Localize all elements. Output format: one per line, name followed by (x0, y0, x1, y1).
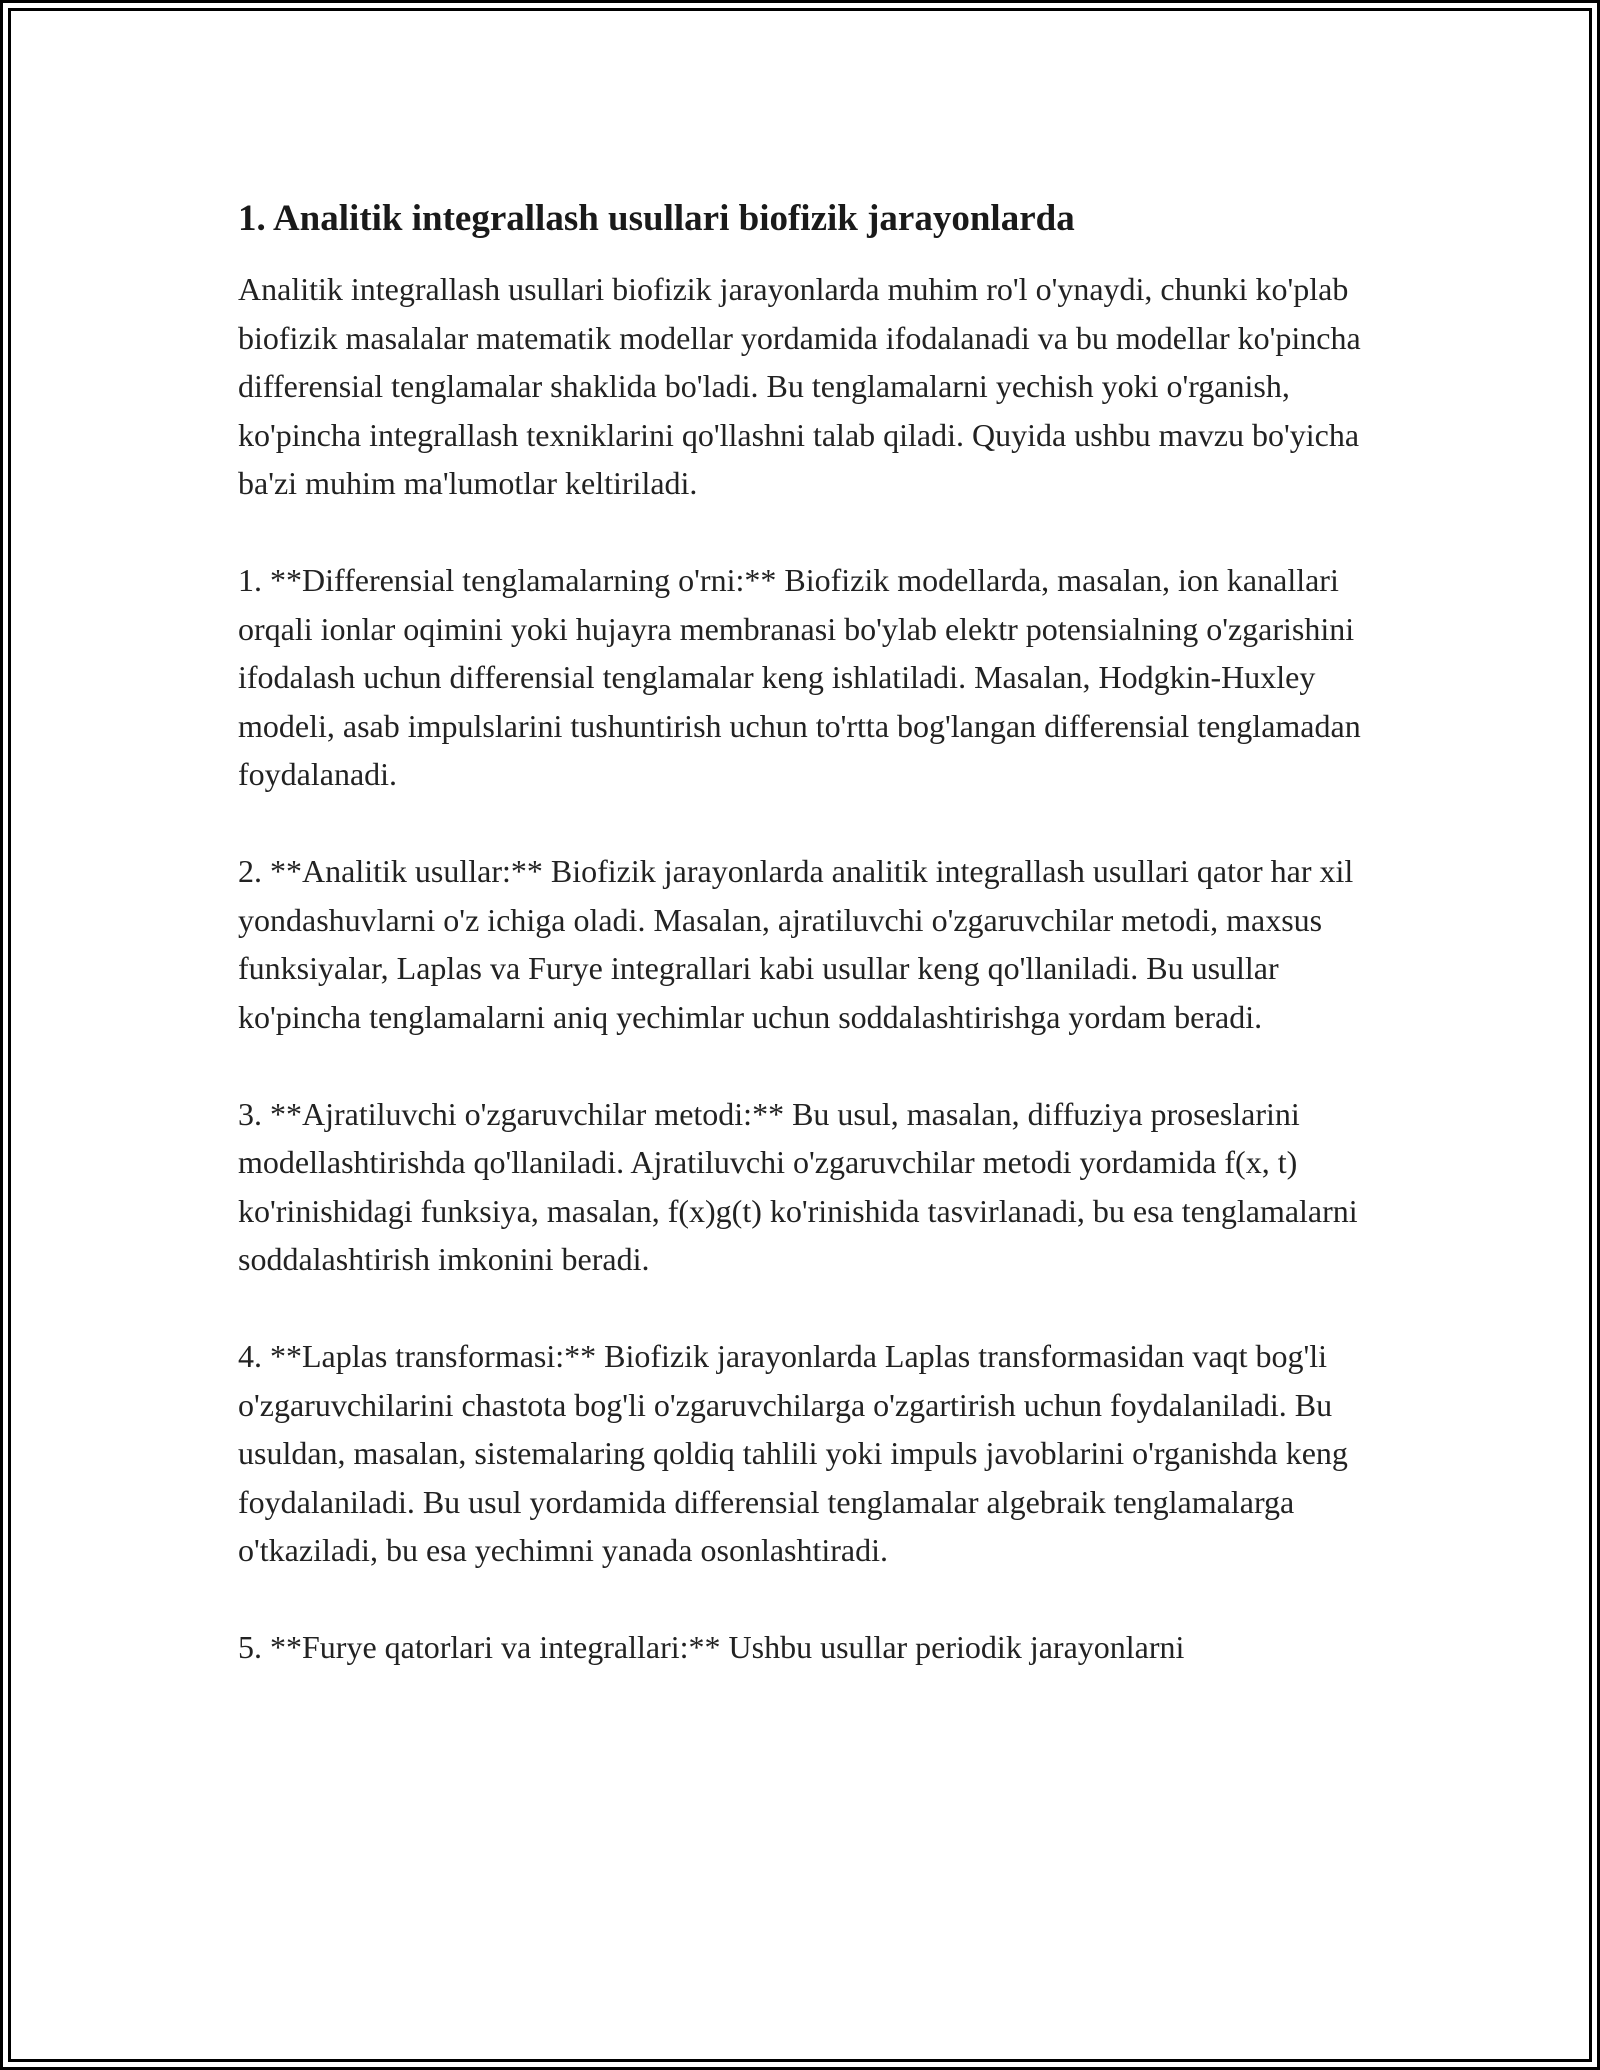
paragraph-item-4: 4. **Laplas transformasi:** Biofizik jarayonlarda Laplas transformasidan vaqt bog'li o'zgaruvchilarini chastota bog'li o'zgaruvchilarga o'zgartirish uchun foydalaniladi. Bu usuldan, masalan, sistemalaring qoldiq tahlili yoki impuls javoblarini o'rganishda keng foydalaniladi. Bu usul yordamida differensial tenglamalar algebraik tenglamalarga o'tkaziladi, bu esa yechimni yanada osonlashtiradi. (238, 1338, 1348, 1568)
paragraph-item-3: 3. **Ajratiluvchi o'zgaruvchilar metodi:** Bu usul, masalan, diffuziya proseslarini modellashtirishda qo'llaniladi. Ajratiluvchi o'zgaruvchilar metodi yordamida f(x, t) ko'rinishidagi funksiya, masalan, f(x)g(t) ko'rinishida tasvirlanadi, bu esa tenglamalarni soddalashtirish imkonini beradi. (238, 1095, 1358, 1277)
document-body (238, 195, 1398, 1720)
document-title: 1. Analitik integrallash usullari biofizik jarayonlarda (238, 198, 1075, 239)
paragraph-item-5: 5. **Furye qatorlari va integrallari:** Ushbu usullar periodik jarayonlarni (238, 1629, 1185, 1665)
paragraph-intro: Analitik integrallash usullari biofizik jarayonlarda muhim ro'l o'ynaydi, chunki ko'plab biofizik masalalar matematik modellar yordamida ifodalanadi va bu modellar ko'pincha differensial tenglamalar shaklida bo'ladi. Bu tenglamalarni yechish yoki o'rganish, ko'pincha integrallash texniklarini qo'llashni talab qiladi. Quyida ushbu mavzu bo'yicha ba'zi muhim ma'lumotlar keltiriladi. (238, 271, 1361, 501)
paragraph-item-2: 2. **Analitik usullar:** Biofizik jarayonlarda analitik integrallash usullari qator har xil yondashuvlarni o'z ichiga oladi. Masalan, ajratiluvchi o'zgaruvchilar metodi, maxsus funksiyalar, Laplas va Furye integrallari kabi usullar keng qo'llaniladi. Bu usullar ko'pincha tenglamalarni aniq yechimlar uchun soddalashtirishga yordam beradi. (238, 853, 1354, 1035)
paragraph-item-1: 1. **Differensial tenglamalarning o'rni:** Biofizik modellarda, masalan, ion kanallari orqali ionlar oqimini yoki hujayra membranasi bo'ylab elektr potensialning o'zgarishini ifodalash uchun differensial tenglamalar keng ishlatiladi. Masalan, Hodgkin-Huxley modeli, asab impulslarini tushuntirish uchun to'rtta bog'langan differensial tenglamadan foydalanadi. (238, 562, 1361, 792)
page-border-inner (8, 8, 1592, 2062)
